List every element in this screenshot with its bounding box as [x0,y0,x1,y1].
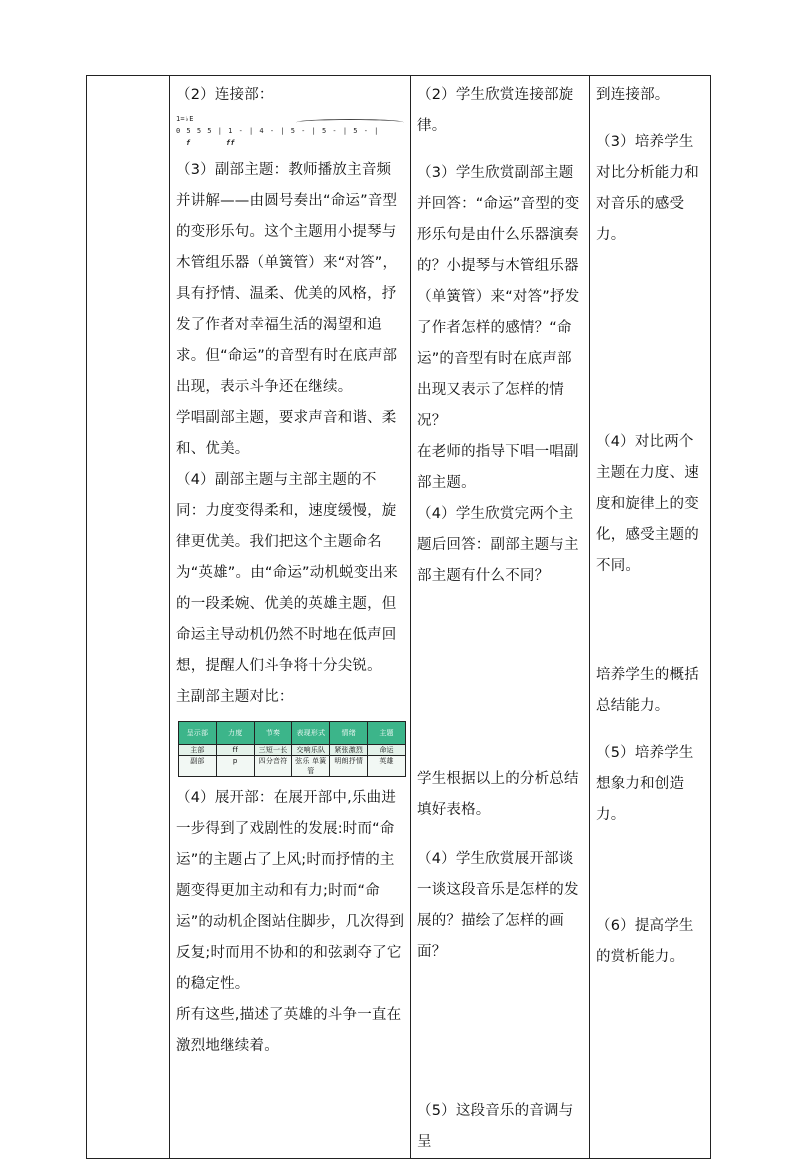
intent-bridge: 到连接部。 [596,87,670,103]
theme-comparison-table [178,721,406,777]
spacer [417,826,584,844]
development-paragraph: （4）展开部：在展开部中,乐曲进一步得到了戏剧性的发展:时而“命运”的主题占了上风;时而抒情的主题变得更加主动和有力;时而“命运”的动机企图站住脚步，几次得到反复;时而用不协和的和弦剥夺了它的稳定性。 [176,790,405,992]
table-cell: 主部 [179,745,217,756]
comparison-heading: 主副部主题对比： [176,689,294,705]
spacer [596,722,705,738]
bridge-heading: （2）连接部： [176,87,274,103]
difference-paragraph: （4）副部主题与主部主题的不同：力度变得柔和，速度缓慢，旋律更优美。我们把这个主题命名为“英雄”。由“命运”动机蜕变出来的一段柔婉、优美的英雄主题，但命运主导动机仍然不时地在低声回想，提醒人们斗争将十分尖锐。 [176,472,398,674]
intent-summary: 培养学生的概括总结能力。 [596,667,699,714]
intent-imagination: （5）培养学生想象力和创造力。 [596,745,694,823]
header-cell: 力度 [216,722,254,745]
notation-slur [296,119,404,126]
student-subtheme-paragraph: （3）学生欣赏副部主题并回答：“命运”音型的变形乐句是由什么乐器演奏的？小提琴与木管组乐器（单簧管）来“对答”抒发了作者怎样的感情？“命运”的音型有时在底声部出现又表示了怎样的情况？ [417,165,580,429]
subtheme-paragraph: （3）副部主题：教师播放主音频并讲解——由圆号奏出“命运”音型的变形乐句。这个主题用小提琴与木管组乐器（单簧管）来“对答”，具有抒情、温柔、优美的风格，抒发了作者对幸福生活的渴望和追求。但“命运”的音型有时在底声部出现，表示斗争还在继续。 [176,162,398,395]
intent-analysis: （3）培养学生对比分析能力和对音乐的感受力。 [596,134,699,243]
spacer [596,831,705,911]
header-cell: 表现形式 [292,722,330,745]
table-cell: p [216,756,254,777]
header-cell: 呈示部 [179,722,217,745]
header-cell: 情绪 [330,722,368,745]
table-cell: 紧张激烈 [330,745,368,756]
intent-compare: （4）对比两个主题在力度、速度和旋律上的变化，感受主题的不同。 [596,434,699,574]
student-activity-cell [411,76,590,1159]
teacher-activity-cell [170,76,411,1159]
intent-appreciation: （6）提高学生的赏析能力。 [596,918,694,965]
music-notation [176,111,405,155]
comparison-header-row [179,722,406,745]
table-cell: 交响乐队 [292,745,330,756]
lesson-table [86,75,711,1159]
comparison-row-sub [179,756,406,777]
table-cell: 弦乐 单簧管 [292,756,330,777]
table-cell: 明朗抒情 [330,756,368,777]
comparison-row-main [179,745,406,756]
dynamic-mark-ff: ff [226,139,235,147]
spacer [417,592,584,764]
lesson-plan-page [86,75,708,1150]
table-row [87,76,711,1159]
table-cell: 三短一长 [254,745,292,756]
header-cell: 节奏 [254,722,292,745]
student-compare-paragraph: （4）学生欣赏完两个主题后回答：副部主题与主部主题有什么不同？ [417,506,579,584]
table-cell: 命运 [368,745,406,756]
student-development-paragraph: （4）学生欣赏展开部谈一谈这段音乐是怎样的发展的？描绘了怎样的画面？ [417,851,579,960]
sing-paragraph: 学唱副部主题，要求声音和谐、柔和、优美。 [176,410,397,457]
spacer [596,251,705,427]
spacer [596,111,705,127]
notation-key: 1=♭E [176,115,194,123]
student-bridge-paragraph: （2）学生欣赏连接部旋律。 [417,87,574,134]
table-cell: ff [216,745,254,756]
spacer [417,142,584,158]
table-cell: 副部 [179,756,217,777]
student-table-paragraph: 学生根据以上的分析总结填好表格。 [417,771,579,818]
dynamic-mark-f: f [186,139,191,147]
spacer [596,582,705,660]
summary-paragraph: 所有这些,描述了英雄的斗争一直在激烈地继续着。 [176,1007,402,1054]
spacer [417,968,584,1096]
header-cell: 主题 [368,722,406,745]
notation-line: 0 5 5 5 | 1 - | 4 - | 5 - | 5 - | 5 - | [176,127,380,135]
design-intent-cell [590,76,711,1159]
empty-left-cell [87,76,170,1159]
table-cell: 英雄 [368,756,406,777]
table-cell: 四分音符 [254,756,292,777]
student-tone-paragraph: （5）这段音乐的音调与呈 [417,1103,574,1150]
student-sing-paragraph: 在老师的指导下唱一唱副部主题。 [417,444,579,491]
